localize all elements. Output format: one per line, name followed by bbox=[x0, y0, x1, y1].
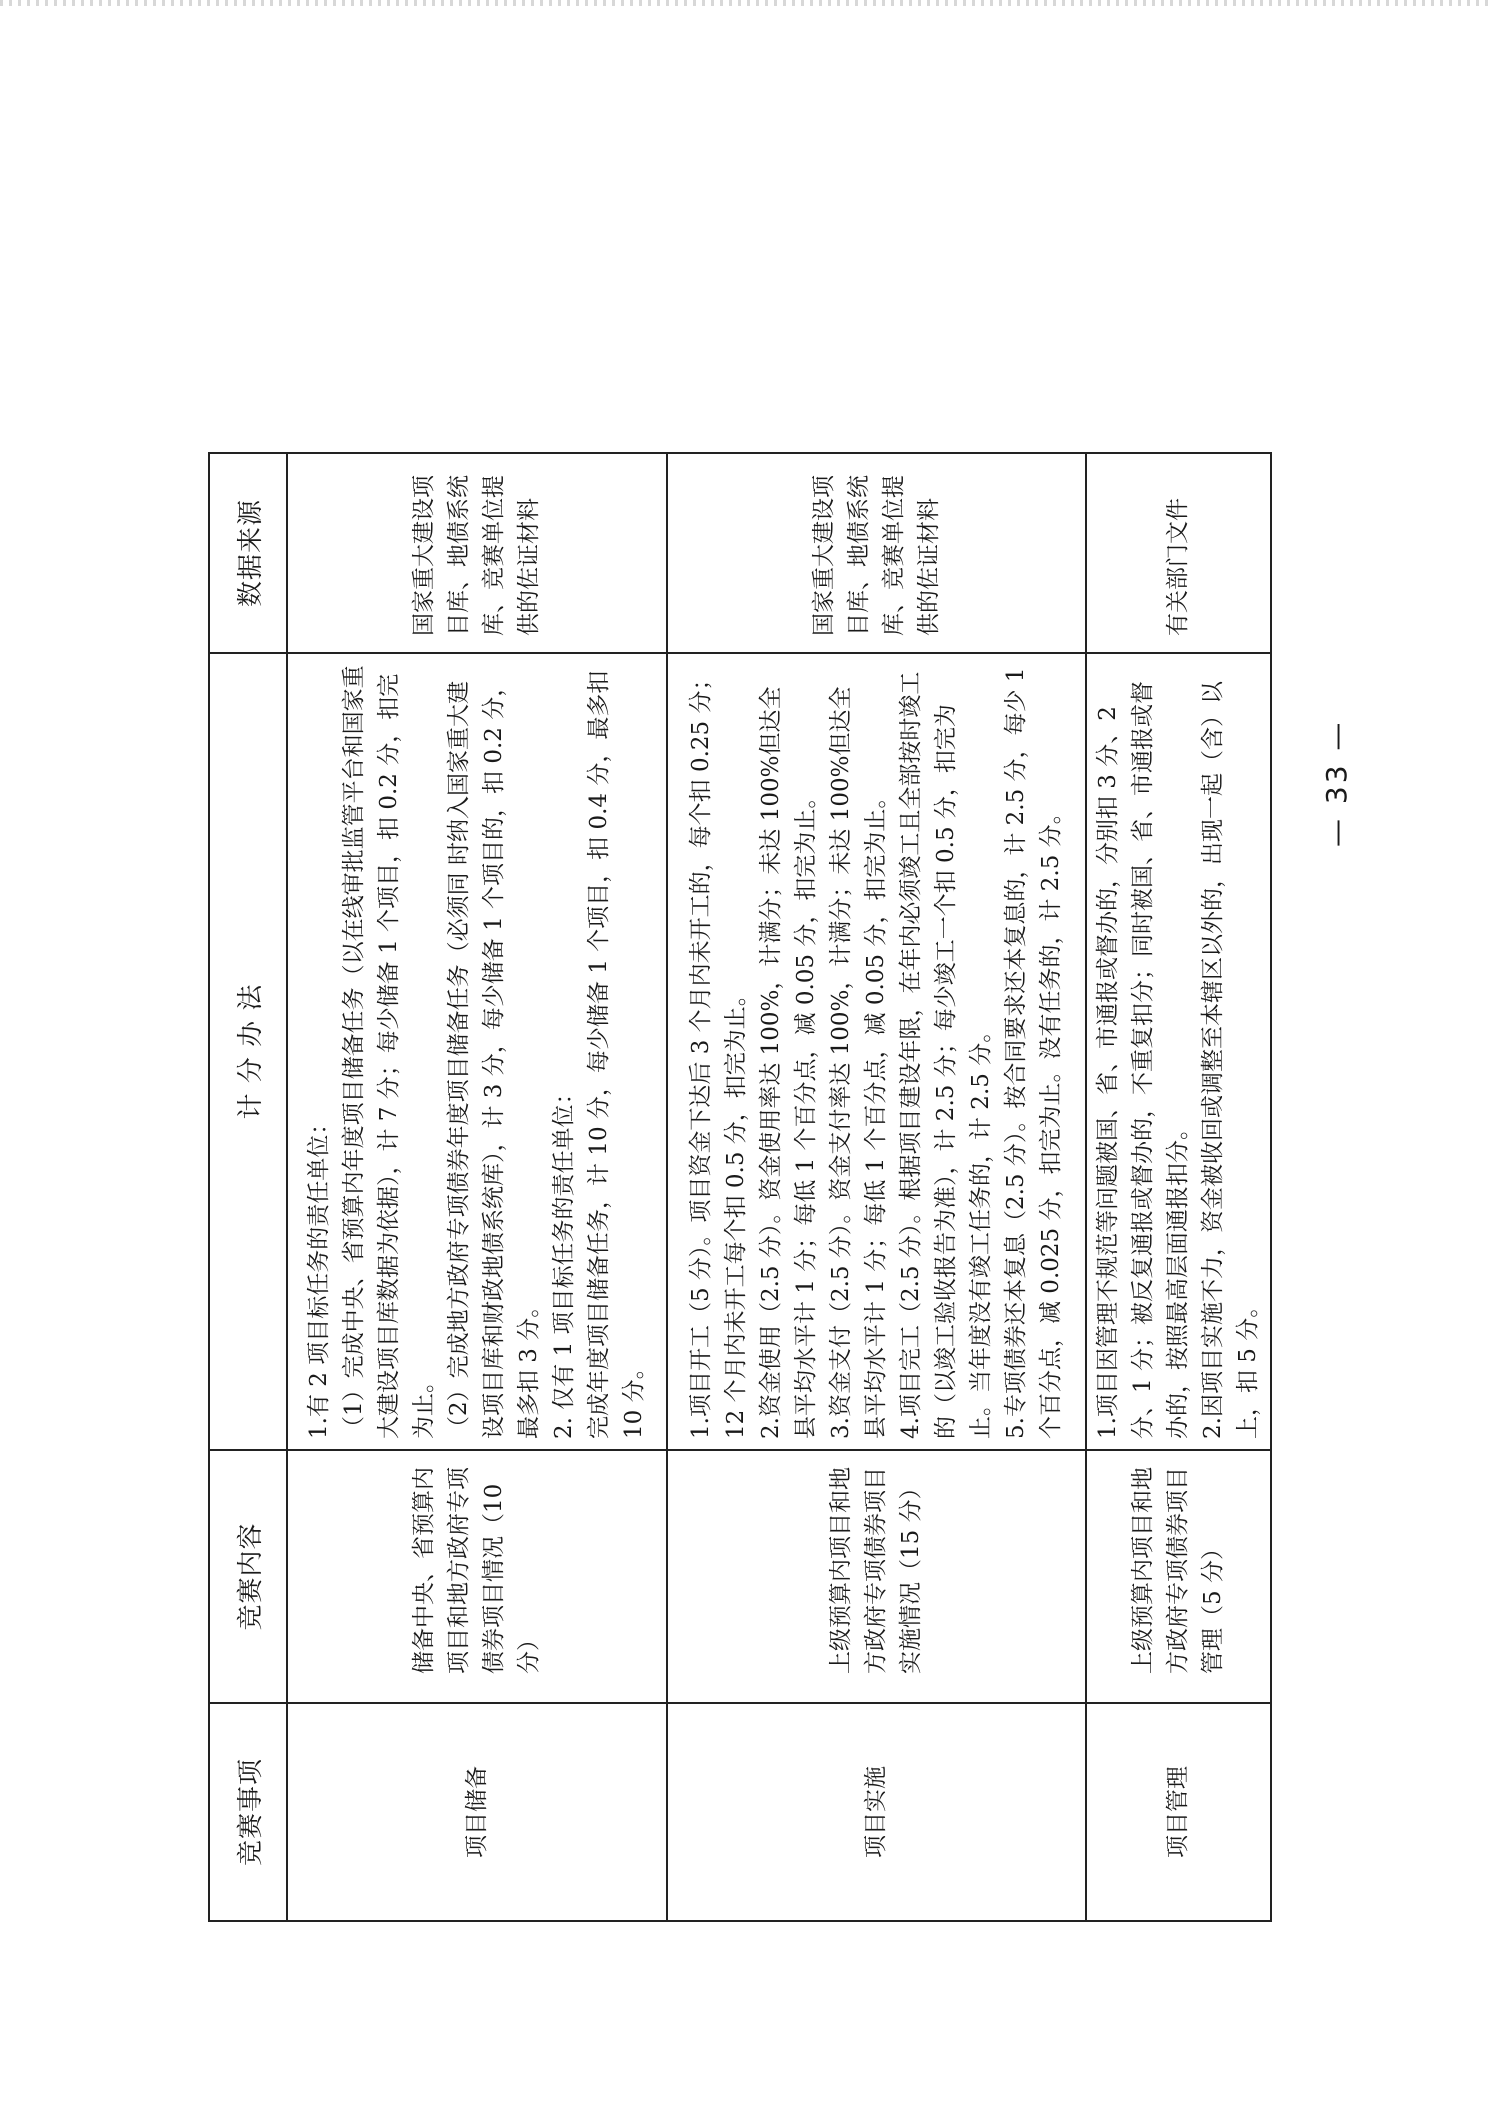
table-row bbox=[287, 453, 667, 1921]
scoring-line: 2.资金使用（2.5 分）。资金使用率达 100%，计满分；未达 100%但达全县平均水平计 1 分；每低 1 个百分点，减 0.05 分，扣完为止。 bbox=[758, 686, 819, 1439]
row-source: 国家重大建设项目库、地债系统库、竞赛单位提供的佐证材料 bbox=[287, 453, 667, 653]
row-scoring bbox=[667, 653, 1086, 1450]
scoring-line: 3.资金支付（2.5 分）。资金支付率达 100%，计满分；未达 100%但达全县平均水平计 1 分；每低 1 个百分点，减 0.05 分，扣完为止。 bbox=[828, 686, 889, 1439]
row-item: 项目管理 bbox=[1086, 1703, 1271, 1921]
row-scoring bbox=[1086, 653, 1271, 1450]
scoring-table bbox=[208, 452, 1272, 1922]
page-number: — 33 — bbox=[1320, 719, 1353, 847]
row-content: 上级预算内项目和地方政府专项债券项目管理（5 分） bbox=[1086, 1450, 1271, 1703]
scoring-line: （2）完成地方政府专项债券年度项目储备任务（必须同 时纳入国家重大建设项目库和财政地债系统库），计 3 分，每少储备 1 个项目的，扣 0.2 分，最多扣 3 分。 bbox=[446, 673, 542, 1439]
scoring-line: 2. 仅有 1 项目标任务的责任单位： bbox=[551, 1081, 577, 1439]
table-row bbox=[667, 453, 1086, 1921]
header-scoring: 计 分 办 法 bbox=[209, 653, 287, 1450]
row-scoring bbox=[287, 653, 667, 1450]
header-content: 竞赛内容 bbox=[209, 1450, 287, 1703]
header-item: 竞赛事项 bbox=[209, 1703, 287, 1921]
row-source: 国家重大建设项目库、地债系统库、竞赛单位提供的佐证材料 bbox=[667, 453, 1086, 653]
scan-edge bbox=[0, 0, 1488, 6]
scoring-line: 2.因项目实施不力，资金被收回或调整至本辖区以外的，出现一起（含）以上，扣 5 分。 bbox=[1200, 681, 1261, 1439]
row-source: 有关部门文件 bbox=[1086, 453, 1271, 653]
scoring-line: （1）完成中央、省预算内年度项目储备任务（以在线审批监管平台和国家重大建设项目库数据为依据），计 7 分；每少储备 1 个项目，扣 0.2 分，扣完为止。 bbox=[341, 665, 437, 1439]
table-row bbox=[1086, 453, 1271, 1921]
row-item: 项目储备 bbox=[287, 1703, 667, 1921]
header-source: 数据来源 bbox=[209, 453, 287, 653]
scoring-line: 完成年度项目储备任务，计 10 分，每少储备 1 个项目，扣 0.4 分，最多扣 10 分。 bbox=[586, 670, 647, 1439]
rotated-page-content bbox=[0, 125, 1488, 2105]
row-content: 储备中央、省预算内项目和地方政府专项债券项目情况（10分） bbox=[287, 1450, 667, 1703]
scoring-line: 4.项目完工（2.5 分）。根据项目建设年限，在年内必须竣工且全部按时竣工的（以竣工验收报告为准），计 2.5 分；每少竣工一个扣 0.5 分，扣完为止。当年度没有竣工任务的，计 2.5 分。 bbox=[898, 671, 994, 1439]
scoring-line: 1.项目因管理不规范等问题被国、省、市通报或督办的，分别扣 3 分、2 分、1 分；被反复通报或督办的，不重复扣分；同时被国、省、市通报或督办的，按照最高层面通报扣分。 bbox=[1095, 681, 1191, 1439]
row-item: 项目实施 bbox=[667, 1703, 1086, 1921]
scoring-line: 5.专项债券还本复息（2.5 分）。按合同要求还本复息的，计 2.5 分，每少 1 个百分点，减 0.025 分，扣完为止。没有任务的，计 2.5 分。 bbox=[1003, 667, 1064, 1439]
row-content: 上级预算内项目和地方政府专项债券项目实施情况（15 分） bbox=[667, 1450, 1086, 1703]
scoring-line: 1.有 2 项目标任务的责任单位： bbox=[306, 1111, 332, 1439]
table-header-row bbox=[209, 453, 287, 1921]
scoring-line: 1.项目开工（5 分）。项目资金下达后 3 个月内未开工的，每个扣 0.25 分；12 个月内未开工每个扣 0.5 分，扣完为止。 bbox=[688, 667, 749, 1439]
